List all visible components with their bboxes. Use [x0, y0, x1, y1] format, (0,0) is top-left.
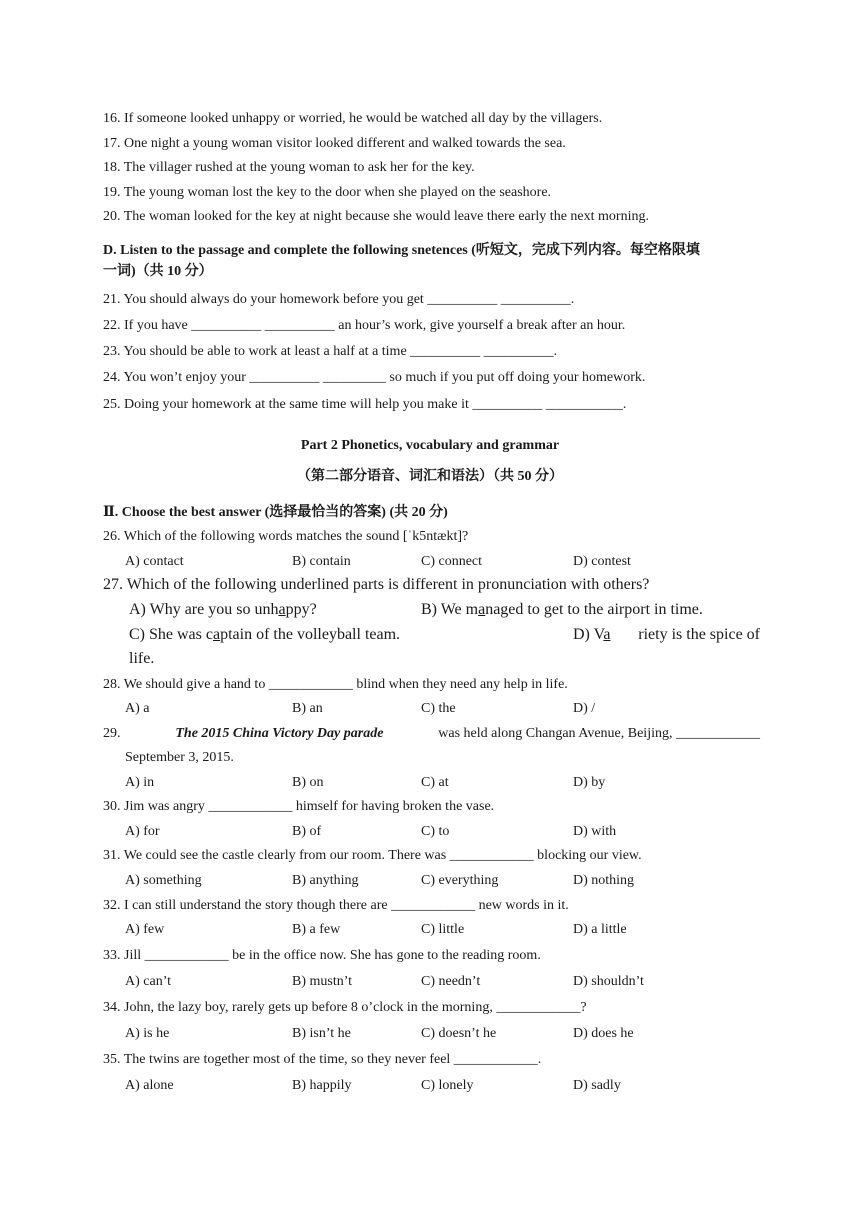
q30-stem: 30. Jim was angry ____________ himself for having broken the vase. — [103, 799, 495, 814]
item-25: 25. Doing your homework at the same time will help you make it __________ ___________. — [103, 397, 627, 412]
q29-stem-cont: September 3, 2015. — [125, 750, 234, 765]
q32-option-a: A) few — [125, 922, 165, 937]
q27-option-a: A) Why are you so unhappy? — [129, 601, 317, 618]
q32-stem: 32. I can still understand the story though there are ____________ new words in it. — [103, 898, 569, 913]
q34-option-c: C) doesn’t he — [421, 1026, 497, 1041]
q34-stem: 34. John, the lazy boy, rarely gets up before 8 o’clock in the morning, ____________? — [103, 1000, 587, 1015]
q33-option-b: B) mustn’t — [292, 974, 353, 989]
item-16: 16. If someone looked unhappy or worried, he would be watched all day by the villagers. — [103, 111, 603, 126]
item-18: 18. The villager rushed at the young woman to ask her for the key. — [103, 160, 475, 175]
q35-option-d: D) sadly — [573, 1078, 621, 1093]
item-23: 23. You should be able to work at least a half at a time __________ __________. — [103, 344, 558, 359]
q30-option-b: B) of — [292, 824, 322, 839]
q31-option-d: D) nothing — [573, 873, 635, 888]
q34-option-a: A) is he — [125, 1026, 170, 1041]
q31-option-c: C) everything — [421, 873, 499, 888]
q30-option-a: A) for — [125, 824, 160, 839]
q27-stem: 27. Which of the following underlined parts is different in pronunciation with others? — [103, 576, 650, 593]
q35-option-b: B) happily — [292, 1078, 352, 1093]
q28-option-d: D) / — [573, 701, 596, 716]
item-22: 22. If you have __________ __________ an hour’s work, give yourself a break after an hour. — [103, 318, 626, 333]
q32-option-d: D) a little — [573, 922, 627, 937]
q28-option-b: B) an — [292, 701, 323, 716]
q32-option-b: B) a few — [292, 922, 341, 937]
q26-option-c: C) connect — [421, 554, 483, 569]
q26-option-b: B) contain — [292, 554, 351, 569]
item-17: 17. One night a young woman visitor looked different and walked towards the sea. — [103, 136, 566, 151]
q26-stem: 26. Which of the following words matches the sound [ˈk5ntækt]? — [103, 529, 469, 544]
q29-option-a: A) in — [125, 775, 155, 790]
q29-option-c: C) at — [421, 775, 449, 790]
item-24: 24. You won’t enjoy your __________ _________ so much if you put off doing your homework. — [103, 370, 646, 385]
q29-option-b: B) on — [292, 775, 324, 790]
q32-option-c: C) little — [421, 922, 465, 937]
part2-subtitle: （第二部分语音、词汇和语法）（共 50 分） — [297, 469, 563, 484]
q33-option-c: C) needn’t — [421, 974, 481, 989]
q35-stem: 35. The twins are together most of the time, so they never feel ____________. — [103, 1052, 542, 1067]
q27-option-c: C) She was captain of the volleyball team. — [129, 626, 401, 643]
q33-option-d: D) shouldn’t — [573, 974, 644, 989]
section-ii-heading: Ⅱ. Choose the best answer (选择最恰当的答案) (共 20 分) — [103, 505, 448, 520]
q30-option-d: D) with — [573, 824, 617, 839]
q34-option-d: D) does he — [573, 1026, 634, 1041]
q33-option-a: A) can’t — [125, 974, 171, 989]
q28-stem: 28. We should give a hand to ____________ blind when they need any help in life. — [103, 677, 568, 692]
q28-option-c: C) the — [421, 701, 456, 716]
q29-option-d: D) by — [573, 775, 606, 790]
q31-stem: 31. We could see the castle clearly from our room. There was ____________ blocking our view. — [103, 848, 642, 863]
item-21: 21. You should always do your homework before you get __________ __________. — [103, 292, 575, 307]
section-d-heading-cont: 一词)（共 10 分） — [103, 264, 213, 279]
q29-stem: 29. The 2015 China Victory Day parade was held along Changan Avenue, Beijing, ____________ — [103, 726, 760, 741]
q34-option-b: B) isn’t he — [292, 1026, 351, 1041]
q26-option-d: D) contest — [573, 554, 631, 569]
section-d-heading: D. Listen to the passage and complete the following snetences (听短文，完成下列内容。每空格限填 — [103, 243, 700, 258]
q28-option-a: A) a — [125, 701, 150, 716]
q26-option-a: A) contact — [125, 554, 184, 569]
q27-option-d-cont: life. — [129, 650, 155, 667]
q31-option-b: B) anything — [292, 873, 359, 888]
q27-option-d: D) Va riety is the spice of — [573, 626, 760, 643]
q27-option-b: B) We managed to get to the airport in time. — [421, 601, 703, 618]
part2-title: Part 2 Phonetics, vocabulary and grammar — [300, 438, 560, 453]
q30-option-c: C) to — [421, 824, 450, 839]
item-20: 20. The woman looked for the key at night because she would leave there early the next morning. — [103, 209, 649, 224]
q31-option-a: A) something — [125, 873, 202, 888]
q33-stem: 33. Jill ____________ be in the office now. She has gone to the reading room. — [103, 948, 541, 963]
item-19: 19. The young woman lost the key to the door when she played on the seashore. — [103, 185, 552, 200]
q35-option-a: A) alone — [125, 1078, 174, 1093]
q35-option-c: C) lonely — [421, 1078, 474, 1093]
